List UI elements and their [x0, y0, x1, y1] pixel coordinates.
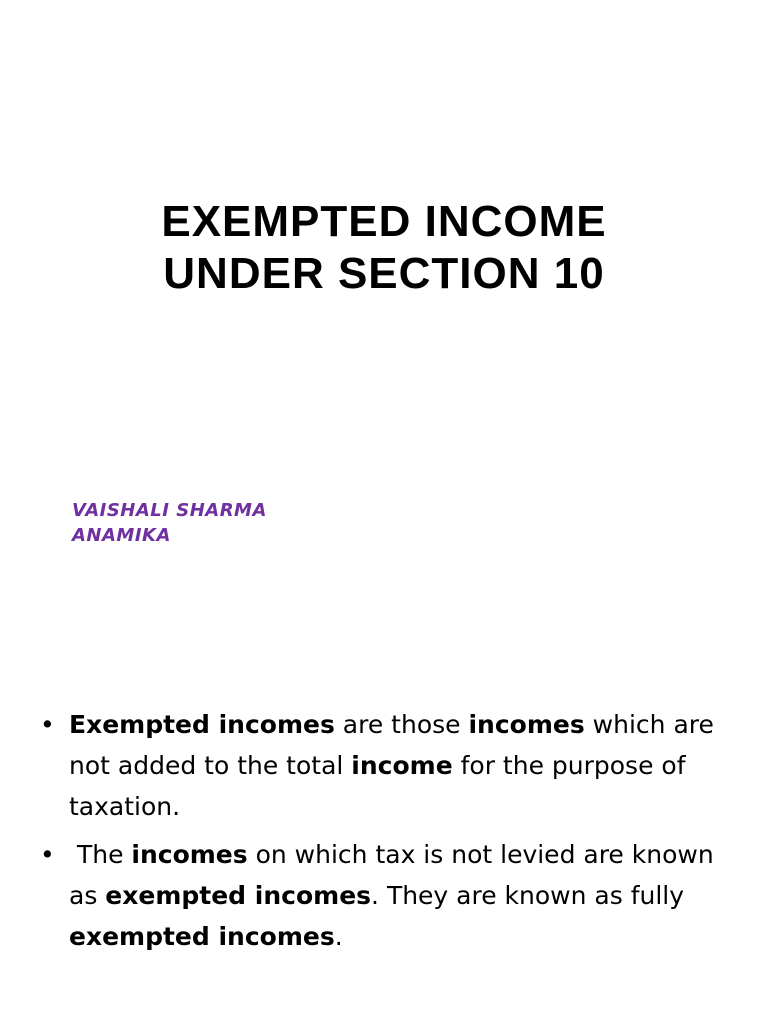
bullet-text-bold: incomes [131, 840, 248, 869]
title-line-2: UNDER SECTION 10 [163, 249, 605, 298]
bullet-text-bold: income [351, 751, 453, 780]
bullet-text-bold: Exempted incomes [69, 710, 335, 739]
bullet-text-bold: exempted incomes [69, 922, 335, 951]
bullet-dot-icon: • [40, 840, 55, 869]
author-name: VAISHALI SHARMA [72, 500, 267, 521]
bullet-item [40, 704, 740, 827]
bullet-text: which are not added to the total [69, 710, 714, 780]
bullet-text-bold: exempted incomes [105, 881, 372, 910]
slide-title [0, 196, 768, 300]
author-list [72, 498, 267, 548]
bullet-text: are those [334, 710, 469, 739]
author-name: ANAMIKA [72, 525, 171, 546]
bullet-item [40, 834, 740, 957]
bullet-text-bold: incomes [468, 710, 585, 739]
bullet-text: for the purpose of taxation. [69, 751, 686, 821]
bullet-list [40, 704, 740, 964]
title-line-1: EXEMPTED INCOME [161, 197, 607, 246]
bullet-dot-icon: • [40, 710, 55, 739]
bullet-text: . [334, 922, 343, 951]
bullet-text: . They are known as fully [371, 881, 685, 910]
bullet-text: The [69, 840, 132, 869]
bullet-text: on which tax is not levied are known as [69, 840, 714, 910]
